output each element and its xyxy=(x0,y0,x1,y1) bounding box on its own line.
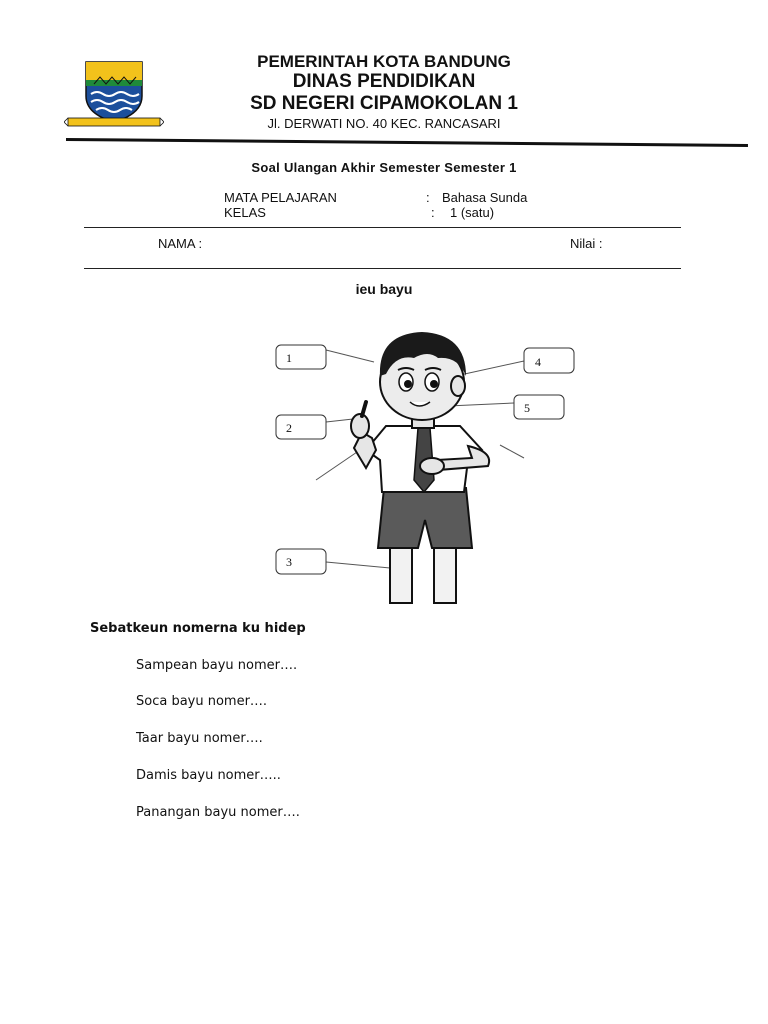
header-department: DINAS PENDIDIKAN xyxy=(292,71,476,92)
callout-3-label: 3 xyxy=(286,555,292,569)
header-address: Jl. DERWATI NO. 40 KEC. RANCASARI xyxy=(267,116,501,131)
subject-value: Bahasa Sunda xyxy=(442,190,528,205)
question-item-2: Soca bayu nomer…. xyxy=(136,694,268,709)
letterhead-divider xyxy=(66,138,748,147)
info-divider-bottom xyxy=(84,268,681,269)
class-separator: : xyxy=(431,205,435,220)
callout-2-label: 2 xyxy=(286,421,292,435)
boy-body-parts-illustration xyxy=(262,320,582,612)
callout-1-label: 1 xyxy=(286,351,292,365)
callout-2 xyxy=(276,415,326,439)
question-item-4: Damis bayu nomer….. xyxy=(136,768,281,783)
figure-caption: ieu bayu xyxy=(355,281,413,297)
info-divider-top xyxy=(84,227,681,228)
subject-separator: : xyxy=(426,190,430,205)
score-field-label: Nilai : xyxy=(570,236,603,251)
callout-5-label: 5 xyxy=(524,401,530,415)
callout-4 xyxy=(524,348,574,373)
name-field-label: NAMA : xyxy=(158,236,203,251)
callout-3 xyxy=(276,549,326,574)
city-emblem-logo xyxy=(64,58,164,130)
question-item-5: Panangan bayu nomer…. xyxy=(136,805,300,820)
subject-label: MATA PELAJARAN xyxy=(224,190,337,205)
class-label: KELAS xyxy=(224,205,266,220)
class-value: 1 (satu) xyxy=(450,205,495,220)
callout-4-label: 4 xyxy=(535,355,541,369)
question-item-1: Sampean bayu nomer…. xyxy=(136,658,298,673)
exam-title: Soal Ulangan Akhir Semester Semester 1 xyxy=(251,160,517,175)
header-school-name: SD NEGERI CIPAMOKOLAN 1 xyxy=(250,93,518,114)
question-item-3: Taar bayu nomer…. xyxy=(136,731,263,746)
header-government: PEMERINTAH KOTA BANDUNG xyxy=(257,52,511,71)
callout-1 xyxy=(276,345,326,369)
callout-5 xyxy=(514,395,564,419)
question-instruction: Sebatkeun nomerna ku hidep xyxy=(90,621,306,636)
